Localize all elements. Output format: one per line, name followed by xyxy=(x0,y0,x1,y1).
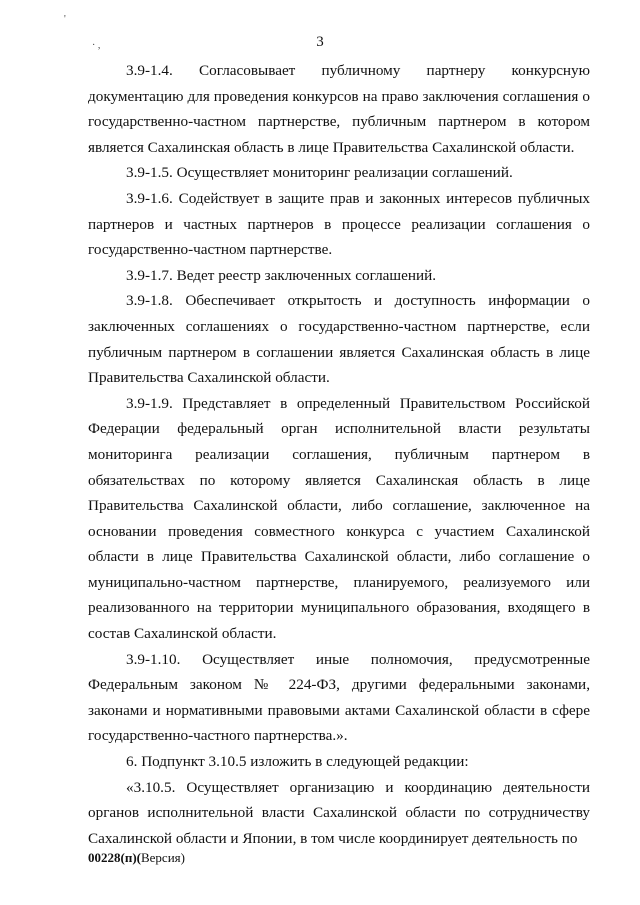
scan-mark-left: · , xyxy=(92,40,101,51)
paragraph-3-9-1-4: 3.9-1.4. Согласовывает публичному партнеру конкурсную документацию для проведения конкурсов на право заключения соглашения о государственно-частном партнерстве, публичным партнером в котором является Сахалинская область в лице Правительства Сахалинской области. xyxy=(88,62,590,156)
version-label: Версия) xyxy=(140,850,185,865)
footer-document-code xyxy=(88,850,185,866)
document-body xyxy=(88,58,590,851)
paragraph-item-6: 6. Подпункт 3.10.5 изложить в следующей редакции: xyxy=(126,753,469,771)
paragraph-3-10-5: «3.10.5. Осуществляет организацию и координацию деятельности органов исполнительной власти Сахалинской области по сотрудничеству Сахалинской области и Японии, в том числе координирует деятельность по xyxy=(88,778,590,847)
paragraph-3-9-1-9: 3.9-1.9. Представляет в определенный Правительством Российской Федерации федеральный орган исполнительной власти результаты мониторинга реализации соглашения, публичным партнером в обязательствах по которому является Сахалинская область в лице Правительства Сахалинской области, либо соглашение, заключенное на основании проведения совместного конкурса с участием Сахалинской области в лице Правительства Сахалинской области, либо соглашение о муниципально-частном партнерстве, планируемого, реализуемого или реализованного на территории муниципального образования, входящего в состав Сахалинской области. xyxy=(88,394,590,643)
scan-mark-top: ' xyxy=(64,14,66,25)
doc-code: 00228(п)( xyxy=(88,850,141,865)
paragraph-3-9-1-6: 3.9-1.6. Содействует в защите прав и законных интересов публичных партнеров и частных партнеров в процессе реализации соглашения о государственно-частном партнерстве. xyxy=(88,189,590,259)
paragraph-3-9-1-5: 3.9-1.5. Осуществляет мониторинг реализации соглашений. xyxy=(126,164,513,182)
paragraph-3-9-1-7: 3.9-1.7. Ведет реестр заключенных соглашений. xyxy=(126,266,437,284)
page-number: 3 xyxy=(316,34,324,50)
paragraph-3-9-1-8: 3.9-1.8. Обеспечивает открытость и доступность информации о заключенных соглашениях о государственно-частном партнерстве, если публичным партнером в соглашении является Сахалинская область в лице Правительства Сахалинской области. xyxy=(88,292,590,387)
paragraph-3-9-1-10: 3.9-1.10. Осуществляет иные полномочия, предусмотренные Федеральным законом № 224-ФЗ, другими федеральными законами, законами и нормативными правовыми актами Сахалинской области в сфере государственно-частного партнерства.». xyxy=(88,650,590,745)
